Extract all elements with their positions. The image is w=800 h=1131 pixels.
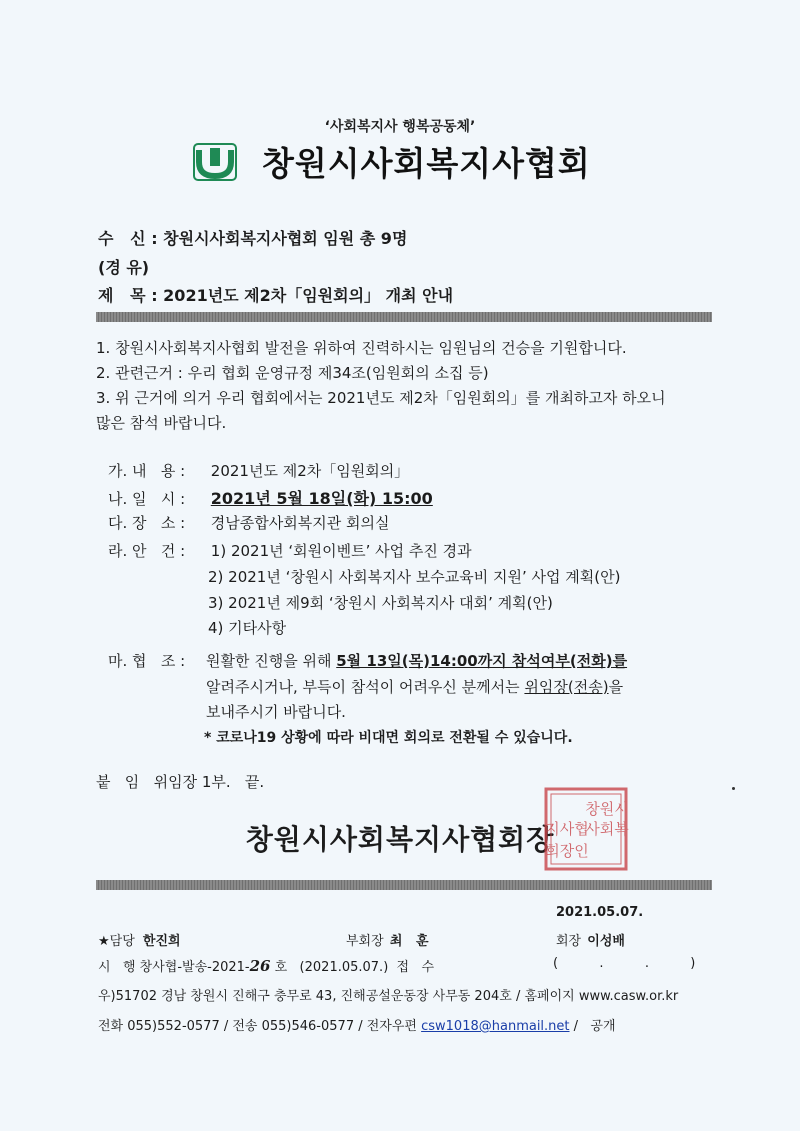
recipient-row [98,226,407,249]
seal-char: 회장인 [545,842,589,860]
issue-number: 26 [249,957,271,975]
detail-datetime-label: 나. 일 시 : [108,490,186,508]
president-name: 이성배 [587,934,625,949]
bottom-divider [96,880,712,890]
recipient-label: 수 신 : [98,229,158,248]
seal-char: 지사협 [545,820,589,838]
president-row [556,930,625,949]
official-seal-icon [543,786,629,872]
footer-date: 2021.05.07. [556,905,644,920]
address-line: 우)51702 경남 창원시 진해구 충무로 43, 진해공설운동장 사무동 204호 / 홈페이지 www.casw.or.kr [98,989,679,1004]
detail-agenda-label: 라. 안 건 : [108,542,186,560]
president-label: 회장 [556,934,582,949]
detail-datetime [108,486,433,509]
contact-line [98,1015,616,1034]
proxy-form-note: 위임장(전송) [524,678,609,696]
association-logo-icon [192,142,238,182]
issue-date: 호 (2021.05.07.) 접 수 [270,960,435,975]
manager-name: 한진희 [142,934,181,949]
attachment-line: 붙 임 위임장 1부. 끝. [96,773,265,791]
covid-note: * 코로나19 상황에 따라 비대면 회의로 전환될 수 있습니다. [204,730,573,746]
subject-label: 제 목 : [98,286,158,305]
subject-row [98,283,453,306]
coop-text-suffix: 을 [608,678,624,696]
vice-row [346,930,429,949]
paragraph-3-cont: 많은 참석 바랍니다. [96,414,227,432]
agenda-item: 1) 2021년 ‘회원이벤트’ 사업 추진 경과 [210,542,472,560]
recipient-value: 창원시사회복지사협회 임원 총 9명 [163,229,408,248]
vice-label: 부회장 [346,934,384,949]
detail-place [108,512,389,533]
coop-text-suffix: 를 [612,652,628,670]
receipt-blank: ( . . ) [553,956,696,971]
detail-agenda [108,540,472,561]
manager-row [98,930,181,949]
contact-suffix: / 공개 [569,1019,616,1034]
paragraph-3: 3. 위 근거에 의거 우리 협회에서는 2021년도 제2차「임원회의」를 개최하고자 하오니 [96,389,666,407]
issue-label: 시 행 창사협-발송-2021- [98,960,250,975]
detail-content-value: 2021년도 제2차「임원회의」 [210,462,410,480]
manager-label: ★담당 [98,934,135,949]
signer-title: 창원시사회복지사협회장 [245,823,555,856]
detail-coop-label: 마. 협 조 : [108,652,186,670]
detail-content [108,460,409,481]
slogan: ‘사회복지사 행복공동체’ [324,119,476,135]
agenda-item: 4) 기타사항 [208,619,287,637]
contact-text: 전화 055)552-0577 / 전송 055)546-0577 / 전자우편 [98,1019,422,1034]
coop-line-3: 보내주시기 바랍니다. [206,703,346,721]
agenda-item: 3) 2021년 제9회 ‘창원시 사회복지사 대회’ 계획(안) [208,594,553,612]
detail-place-label: 다. 장 소 : [108,514,186,532]
coop-text: 알려주시거나, 부득이 참석이 어려우신 분께서는 [206,678,525,696]
detail-content-label: 가. 내 용 : [108,462,186,480]
seal-char: 사회복 [585,820,629,838]
paragraph-2: 2. 관련근거 : 우리 협회 운영규정 제34조(임원회의 소집 등) [96,364,489,382]
agenda-item: 2) 2021년 ‘창원시 사회복지사 보수교육비 지원’ 사업 계획(안) [208,568,621,586]
issue-row [98,956,434,975]
scan-dot [732,787,735,790]
subject-value: 2021년도 제2차「임원회의」 개최 안내 [163,286,454,305]
top-divider [96,312,712,322]
coop-deadline: 5월 13일(목)14:00까지 참석여부(전화) [336,652,613,670]
vice-name: 최 훈 [389,934,429,949]
seal-char: 창원시 [585,800,629,818]
coop-line-2 [206,676,623,697]
detail-place-value: 경남종합사회복지관 회의실 [210,514,390,532]
detail-coop [108,650,627,671]
via-label: (경 유) [98,258,150,277]
paragraph-1: 1. 창원시사회복지사협회 발전을 위하여 진력하시는 임원님의 건승을 기원합니다. [96,339,627,357]
detail-datetime-value: 2021년 5월 18일(화) 15:00 [210,489,433,508]
coop-text: 원활한 진행을 위해 [206,652,337,670]
email-link[interactable]: csw1018@hanmail.net [421,1019,570,1034]
org-name-title: 창원시사회복지사협회 [262,144,591,183]
